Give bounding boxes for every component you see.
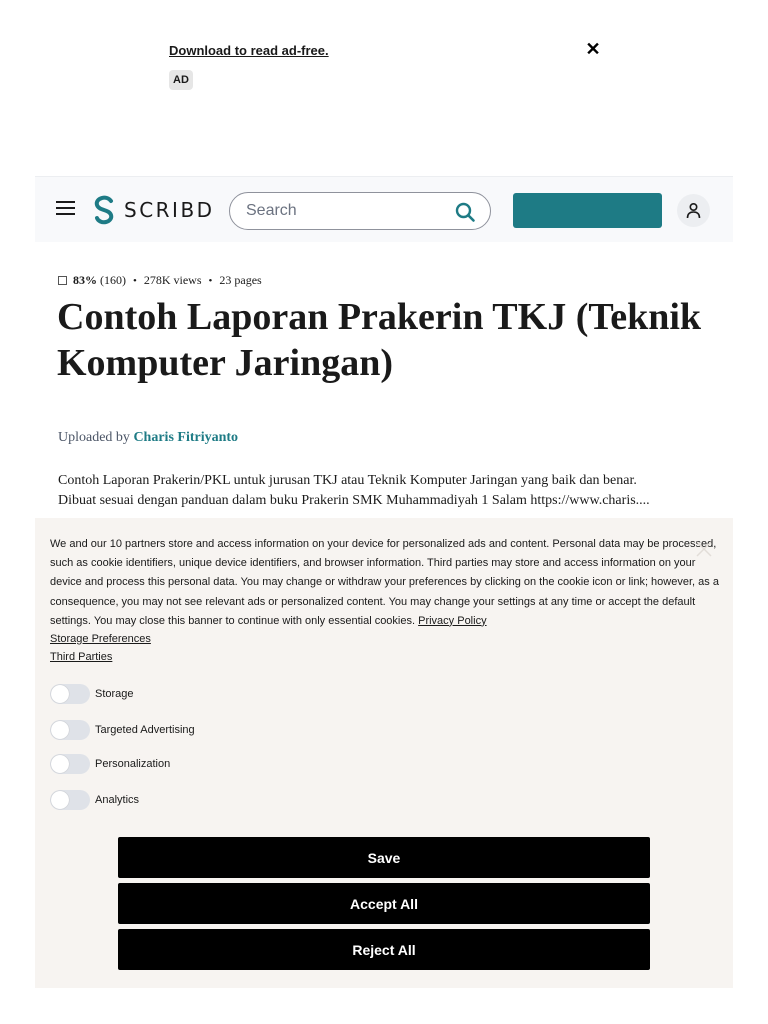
document-meta — [58, 273, 262, 288]
uploaded-by — [58, 430, 238, 446]
menu-icon[interactable] — [56, 201, 76, 217]
search-input[interactable] — [244, 199, 444, 223]
rating-percent: 83% — [73, 273, 97, 287]
analytics-toggle[interactable] — [50, 790, 90, 810]
logo-text: SCRIBD — [124, 198, 215, 222]
toggle-row-targeted-advertising — [50, 720, 195, 740]
user-account-button[interactable] — [677, 194, 710, 227]
toggle-label: Targeted Advertising — [95, 724, 195, 736]
toggle-label: Storage — [95, 688, 134, 700]
toggle-row-personalization — [50, 754, 170, 774]
thumbs-up-icon — [58, 276, 67, 285]
uploaded-by-label: Uploaded by — [58, 430, 130, 445]
toggle-row-analytics — [50, 790, 139, 810]
separator-dot: • — [208, 274, 213, 287]
uploader-link[interactable]: Charis Fitriyanto — [133, 430, 239, 445]
view-count: 278K views — [143, 273, 202, 287]
save-button[interactable]: Save — [118, 837, 650, 878]
document-description — [58, 471, 718, 511]
targeted-advertising-toggle[interactable] — [50, 720, 90, 740]
consent-body: We and our 10 partners store and access information on your device for personalized ads and content. Personal data may be processed, such as cookie identifiers, unique device identifiers, and browser information. Third parties may store and access information on your device and process this personal data. You may change or withdraw your preferences by clicking on the cookie icon or link; however, as a consequence, you may not see relevant ads or personalized content. You may change your settings at any time or accept the default settings. You may close this banner to continue with only essential cookies. — [50, 538, 719, 627]
user-icon — [686, 202, 701, 219]
separator-dot: • — [133, 274, 137, 287]
privacy-policy-link[interactable]: Privacy Policy — [418, 614, 487, 627]
storage-toggle[interactable] — [50, 684, 90, 704]
close-consent-icon[interactable] — [695, 540, 713, 558]
rating-count: (160) — [100, 273, 126, 287]
toggle-label: Analytics — [95, 794, 140, 806]
scribd-logo[interactable] — [92, 195, 215, 225]
site-header — [35, 176, 733, 242]
accept-all-button[interactable]: Accept All — [118, 883, 650, 924]
description-line: Contoh Laporan Prakerin/PKL untuk jurusan TKJ atau Teknik Komputer Jaringan yang baik dan benar. — [58, 473, 637, 488]
third-parties-link[interactable]: Third Parties — [50, 651, 113, 663]
search-icon[interactable] — [454, 201, 476, 223]
search-box[interactable] — [229, 192, 491, 230]
reject-all-button[interactable]: Reject All — [118, 929, 650, 970]
personalization-toggle[interactable] — [50, 754, 90, 774]
toggle-label: Personalization — [95, 758, 171, 770]
ad-free-link[interactable]: Download to read ad-free. — [169, 43, 329, 58]
cta-button[interactable] — [513, 193, 662, 228]
cookie-consent-banner — [35, 518, 733, 988]
consent-text — [50, 535, 720, 631]
description-line: Dibuat sesuai dengan panduan dalam buku Prakerin SMK Muhammadiyah 1 Salam https://www.charis.... — [58, 493, 650, 508]
storage-preferences-link[interactable]: Storage Preferences — [50, 633, 151, 645]
document-title: Contoh Laporan Prakerin TKJ (Teknik Komputer Jaringan) — [57, 296, 702, 384]
scribd-logo-icon — [92, 195, 116, 225]
close-ad-icon[interactable]: ✕ — [585, 39, 601, 59]
ad-banner — [0, 0, 768, 176]
toggle-row-storage — [50, 684, 134, 704]
ad-badge: AD — [169, 70, 193, 90]
page-count: 23 pages — [219, 273, 262, 287]
